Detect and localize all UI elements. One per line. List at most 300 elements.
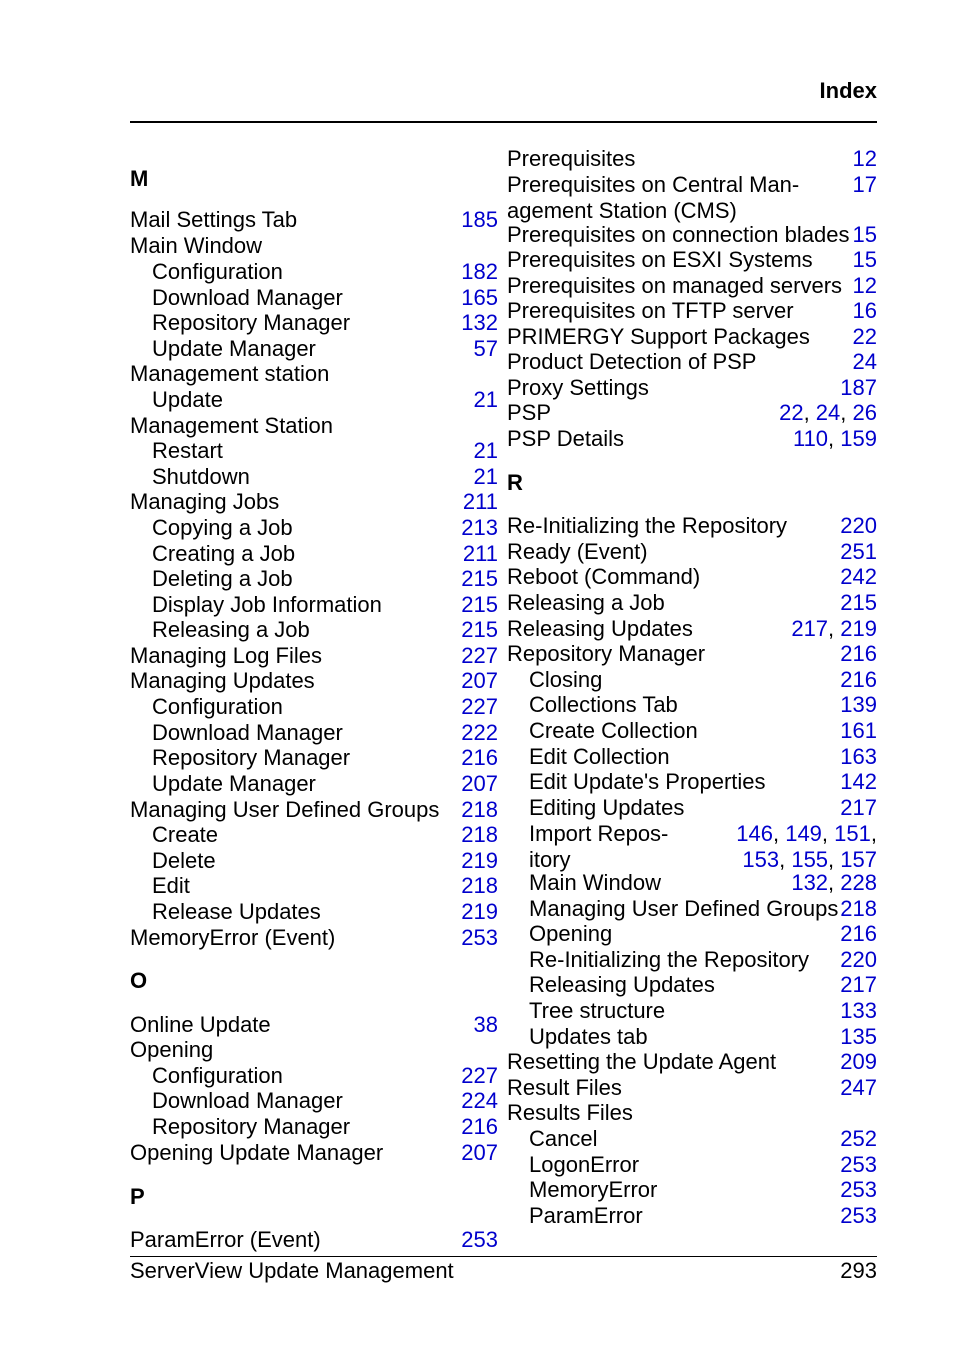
page-references bbox=[853, 324, 877, 350]
page-references bbox=[840, 590, 877, 616]
page-link[interactable]: 185 bbox=[461, 207, 498, 232]
page-references bbox=[840, 896, 877, 922]
index-term: Managing User Defined Groups bbox=[529, 896, 839, 921]
index-term: Ready (Event) bbox=[507, 539, 648, 564]
running-header: Index bbox=[819, 78, 877, 103]
page-references bbox=[840, 769, 877, 795]
index-term: Collections Tab bbox=[529, 692, 678, 717]
page-references bbox=[461, 207, 498, 233]
page-link[interactable]: 219 bbox=[461, 848, 498, 873]
index-term: PSP Details bbox=[507, 426, 624, 451]
page-link[interactable]: 17 bbox=[852, 172, 877, 197]
page-link[interactable]: 216 bbox=[840, 641, 877, 666]
page-references bbox=[461, 285, 498, 311]
page-references bbox=[840, 513, 877, 539]
page-references bbox=[461, 771, 498, 797]
page-references bbox=[840, 998, 877, 1024]
page-link[interactable]: 24 bbox=[852, 349, 877, 374]
page-references bbox=[461, 617, 498, 643]
index-subentry bbox=[130, 848, 498, 874]
page-link[interactable]: 215 bbox=[461, 592, 498, 617]
index-term: Closing bbox=[529, 667, 603, 692]
page-link[interactable]: 227 bbox=[461, 643, 498, 668]
index-entry bbox=[507, 426, 877, 452]
index-term: Tree structure bbox=[529, 998, 666, 1023]
index-term: Reboot (Command) bbox=[507, 564, 701, 589]
page-references bbox=[461, 259, 498, 285]
page-link[interactable]: 207 bbox=[461, 668, 498, 693]
page-references bbox=[853, 273, 877, 299]
index-subentry bbox=[130, 464, 498, 490]
index-entry bbox=[130, 1037, 498, 1063]
page-link[interactable]: 12 bbox=[852, 146, 877, 171]
page-references bbox=[461, 873, 498, 899]
page-link[interactable]: 211 bbox=[462, 489, 498, 514]
page-references bbox=[461, 1063, 498, 1089]
index-entry bbox=[507, 641, 877, 667]
page-link[interactable]: 209 bbox=[840, 1049, 877, 1074]
page-references bbox=[840, 1049, 877, 1075]
index-letter-heading: R bbox=[507, 470, 523, 495]
page-link[interactable]: 216 bbox=[840, 667, 877, 692]
index-entry bbox=[507, 1049, 877, 1075]
index-term: Result Files bbox=[507, 1075, 622, 1100]
index-term: Restart bbox=[152, 438, 223, 463]
index-term: Create Collection bbox=[529, 718, 698, 743]
index-term: ParamError bbox=[529, 1203, 643, 1228]
page-link[interactable]: 211 bbox=[462, 541, 498, 566]
page-link[interactable]: 157 bbox=[840, 846, 877, 872]
index-letter-heading: P bbox=[130, 1184, 145, 1209]
page-references bbox=[793, 426, 877, 452]
page-separator: , bbox=[772, 821, 786, 846]
index-term: Shutdown bbox=[152, 464, 250, 489]
index-term: Edit Collection bbox=[529, 744, 670, 769]
page-references bbox=[840, 539, 877, 565]
index-term: ParamError (Event) bbox=[130, 1227, 321, 1252]
index-subentry bbox=[130, 438, 498, 464]
index-subentry bbox=[507, 744, 877, 770]
index-letter-heading: M bbox=[130, 166, 149, 191]
page-references bbox=[463, 489, 498, 515]
page-references bbox=[461, 566, 498, 592]
page-link[interactable]: 220 bbox=[840, 947, 877, 972]
page-references bbox=[461, 310, 498, 336]
page-link[interactable]: 24 bbox=[815, 400, 841, 425]
index-subentry bbox=[507, 718, 877, 744]
page-link[interactable]: 21 bbox=[473, 438, 498, 463]
index-subentry bbox=[130, 771, 498, 797]
index-entry bbox=[130, 925, 498, 951]
page-link[interactable]: 213 bbox=[461, 515, 498, 540]
page-link[interactable]: 218 bbox=[461, 873, 498, 898]
index-term: Editing Updates bbox=[529, 795, 685, 820]
page-separator: , bbox=[828, 616, 841, 641]
index-term: Management station bbox=[130, 361, 330, 386]
index-term: Repository Manager bbox=[152, 1114, 351, 1139]
page-references bbox=[474, 438, 498, 464]
page-link[interactable]: 155 bbox=[791, 846, 829, 872]
index-subentry bbox=[507, 795, 877, 821]
page-references bbox=[474, 387, 498, 413]
page-link[interactable]: 215 bbox=[840, 590, 877, 615]
page-link[interactable]: 228 bbox=[840, 870, 877, 895]
page-references bbox=[474, 336, 498, 362]
page-link[interactable]: 139 bbox=[840, 692, 877, 717]
page-link[interactable]: 149 bbox=[785, 821, 822, 846]
index-term: PSP bbox=[507, 400, 552, 425]
index-term: Online Update bbox=[130, 1012, 271, 1037]
index-term: Prerequisites on TFTP server bbox=[507, 298, 794, 323]
page-link[interactable]: 222 bbox=[461, 720, 498, 745]
index-term: MemoryError bbox=[529, 1177, 658, 1202]
page-link[interactable]: 21 bbox=[473, 464, 498, 489]
index-entry bbox=[130, 413, 498, 439]
index-entry bbox=[130, 489, 498, 515]
index-subentry bbox=[507, 769, 877, 795]
page-separator: , bbox=[803, 400, 816, 425]
index-term: Prerequisites on ESXI Systems bbox=[507, 247, 813, 272]
index-term: Download Manager bbox=[152, 720, 343, 745]
page-references bbox=[840, 718, 877, 744]
page-references bbox=[840, 947, 877, 973]
page-references bbox=[840, 972, 877, 998]
page-references bbox=[461, 1227, 498, 1253]
index-entry bbox=[130, 233, 498, 259]
index-entry bbox=[130, 797, 498, 823]
page-link[interactable]: 142 bbox=[840, 769, 877, 794]
index-term: Prerequisites on Central Man- agement Station (CMS) bbox=[507, 172, 800, 223]
index-entry bbox=[130, 668, 498, 694]
index-entry bbox=[507, 298, 877, 324]
index-term: Repository Manager bbox=[507, 641, 706, 666]
page-link[interactable]: 132 bbox=[461, 310, 498, 335]
index-term: Create bbox=[152, 822, 219, 847]
index-term: Copying a Job bbox=[152, 515, 293, 540]
page-link[interactable]: 153 bbox=[742, 846, 780, 872]
index-term: Opening bbox=[529, 921, 613, 946]
page-link[interactable]: 161 bbox=[840, 718, 877, 743]
page-link[interactable]: 207 bbox=[461, 1140, 498, 1165]
index-subentry bbox=[130, 822, 498, 848]
page-references bbox=[463, 541, 498, 567]
page-link[interactable]: 165 bbox=[461, 285, 498, 310]
index-term: PRIMERGY Support Packages bbox=[507, 324, 810, 349]
header-rule bbox=[130, 121, 877, 123]
index-term: Resetting the Update Agent bbox=[507, 1049, 777, 1074]
index-entry bbox=[507, 146, 877, 172]
index-term: Display Job Information bbox=[152, 592, 382, 617]
page-link[interactable]: 227 bbox=[461, 694, 498, 719]
page-link[interactable]: 21 bbox=[473, 387, 498, 412]
index-entry bbox=[507, 1100, 877, 1126]
page-references bbox=[840, 375, 877, 401]
index-term: Product Detection of PSP bbox=[507, 349, 757, 374]
page-separator: , bbox=[828, 846, 841, 872]
page-references bbox=[840, 641, 877, 667]
page-link[interactable]: 57 bbox=[473, 336, 498, 361]
index-subentry bbox=[130, 259, 498, 285]
page-separator: , bbox=[828, 870, 841, 895]
index-letter-heading: O bbox=[130, 968, 148, 993]
page-link[interactable]: 220 bbox=[840, 513, 877, 538]
index-term: Managing Log Files bbox=[130, 643, 323, 668]
page-link[interactable]: 253 bbox=[840, 1203, 877, 1228]
index-subentry bbox=[130, 541, 498, 567]
footer-page-number: 293 bbox=[840, 1258, 877, 1283]
index-subentry bbox=[130, 617, 498, 643]
page-references bbox=[853, 146, 877, 172]
page-link[interactable]: 12 bbox=[852, 273, 877, 298]
page-references bbox=[461, 643, 498, 669]
index-subentry bbox=[507, 870, 877, 896]
index-term: Mail Settings Tab bbox=[130, 207, 298, 232]
index-term: Cancel bbox=[529, 1126, 598, 1151]
index-term: Releasing a Job bbox=[152, 617, 310, 642]
index-term: Prerequisites bbox=[507, 146, 636, 171]
index-entry bbox=[507, 616, 877, 642]
index-term: Managing Jobs bbox=[130, 489, 280, 514]
index-entry bbox=[507, 273, 877, 299]
index-subentry bbox=[130, 694, 498, 720]
index-subentry bbox=[130, 285, 498, 311]
page-references bbox=[461, 668, 498, 694]
page-references bbox=[853, 349, 877, 375]
index-term: Main Window bbox=[130, 233, 263, 258]
page-link[interactable]: 151 bbox=[834, 821, 871, 846]
page-link[interactable]: 242 bbox=[840, 564, 877, 589]
index-term: Re-Initializing the Repository bbox=[507, 513, 788, 538]
page-link[interactable]: 216 bbox=[461, 745, 498, 770]
page-link[interactable]: 110 bbox=[792, 426, 829, 451]
index-term: Managing Updates bbox=[130, 668, 315, 693]
index-term: Managing User Defined Groups bbox=[130, 797, 440, 822]
page-link[interactable]: 219 bbox=[840, 616, 877, 641]
index-subentry bbox=[507, 1126, 877, 1152]
index-term: Configuration bbox=[152, 694, 283, 719]
index-entry bbox=[507, 539, 877, 565]
page-references bbox=[474, 464, 498, 490]
index-subentry bbox=[507, 1203, 877, 1229]
index-subentry bbox=[130, 1063, 498, 1089]
index-entry bbox=[130, 643, 498, 669]
index-entry bbox=[130, 361, 498, 387]
page-references bbox=[461, 822, 498, 848]
page-link[interactable]: 227 bbox=[461, 1063, 498, 1088]
page-references bbox=[461, 515, 498, 541]
index-subentry bbox=[130, 310, 498, 336]
index-term: Releasing Updates bbox=[529, 972, 715, 997]
index-entry bbox=[507, 247, 877, 273]
page-references bbox=[736, 821, 877, 872]
index-entry bbox=[507, 400, 877, 426]
page-references bbox=[840, 921, 877, 947]
page-references bbox=[840, 1075, 877, 1101]
page-link[interactable]: 218 bbox=[840, 896, 877, 921]
index-term: Import Repos- itory bbox=[529, 821, 669, 872]
index-entry bbox=[130, 1140, 498, 1166]
index-subentry bbox=[130, 899, 498, 925]
page-link[interactable]: 217 bbox=[840, 972, 877, 997]
page-separator: , bbox=[821, 821, 835, 846]
page-references bbox=[461, 1140, 498, 1166]
page-references bbox=[840, 667, 877, 693]
page-link[interactable]: 217 bbox=[840, 795, 877, 820]
page-link[interactable]: 207 bbox=[461, 771, 498, 796]
page-references bbox=[791, 616, 877, 642]
page-references bbox=[840, 1024, 877, 1050]
index-entry bbox=[507, 375, 877, 401]
page-references bbox=[840, 564, 877, 590]
index-term: Proxy Settings bbox=[507, 375, 649, 400]
index-subentry bbox=[507, 947, 877, 973]
page-references bbox=[840, 795, 877, 821]
page-references bbox=[461, 720, 498, 746]
page-link[interactable]: 251 bbox=[840, 539, 877, 564]
index-entry bbox=[507, 172, 877, 223]
index-entry bbox=[507, 349, 877, 375]
page-link[interactable]: 135 bbox=[840, 1024, 877, 1049]
page-references bbox=[791, 870, 877, 896]
index-subentry bbox=[130, 592, 498, 618]
page-references bbox=[840, 1203, 877, 1229]
page-link[interactable]: 22 bbox=[852, 324, 877, 349]
index-subentry bbox=[507, 821, 877, 872]
page-link[interactable]: 15 bbox=[852, 222, 877, 247]
index-subentry bbox=[507, 972, 877, 998]
page-link[interactable]: 133 bbox=[840, 998, 877, 1023]
index-subentry bbox=[130, 515, 498, 541]
page-link[interactable]: 15 bbox=[852, 247, 877, 272]
page-references bbox=[461, 848, 498, 874]
index-entry bbox=[507, 590, 877, 616]
page-link[interactable]: 217 bbox=[791, 616, 829, 641]
page-references bbox=[461, 1088, 498, 1114]
index-entry bbox=[507, 222, 877, 248]
index-subentry bbox=[130, 336, 498, 362]
page-references bbox=[840, 1177, 877, 1203]
page-link[interactable]: 182 bbox=[461, 259, 498, 284]
index-term: Repository Manager bbox=[152, 310, 351, 335]
index-term: Releasing Updates bbox=[507, 616, 693, 641]
index-subentry bbox=[130, 873, 498, 899]
page-references bbox=[461, 694, 498, 720]
index-term: Update bbox=[152, 387, 223, 412]
page-references bbox=[461, 797, 498, 823]
index-entry bbox=[507, 513, 877, 539]
page-link[interactable]: 132 bbox=[791, 870, 829, 895]
page-link[interactable]: 218 bbox=[461, 822, 498, 847]
page-references bbox=[474, 1012, 498, 1038]
index-subentry bbox=[507, 896, 877, 922]
index-entry bbox=[507, 324, 877, 350]
page-link[interactable]: 215 bbox=[461, 566, 498, 591]
page-link[interactable]: 22 bbox=[779, 400, 804, 425]
index-term: Configuration bbox=[152, 259, 283, 284]
page-link[interactable]: 146 bbox=[736, 821, 773, 846]
page-link[interactable]: 252 bbox=[840, 1126, 877, 1151]
index-subentry bbox=[130, 387, 498, 413]
page-references bbox=[840, 692, 877, 718]
index-term: Opening Update Manager bbox=[130, 1140, 384, 1165]
page-link[interactable]: 163 bbox=[840, 744, 877, 769]
index-term: Download Manager bbox=[152, 285, 343, 310]
index-term: Delete bbox=[152, 848, 216, 873]
index-term: Results Files bbox=[507, 1100, 633, 1125]
index-subentry bbox=[507, 692, 877, 718]
index-entry bbox=[130, 207, 498, 233]
index-term: Prerequisites on managed servers bbox=[507, 273, 843, 298]
page-separator: , bbox=[779, 846, 792, 872]
index-term: Opening bbox=[130, 1037, 214, 1062]
footer-book-title: ServerView Update Management bbox=[130, 1258, 454, 1283]
page-link[interactable]: 247 bbox=[840, 1075, 877, 1100]
index-term: MemoryError (Event) bbox=[130, 925, 336, 950]
index-term: Creating a Job bbox=[152, 541, 296, 566]
page-link[interactable]: 253 bbox=[840, 1152, 877, 1177]
index-subentry bbox=[130, 1088, 498, 1114]
index-term: Update Manager bbox=[152, 336, 316, 361]
page-link[interactable]: 219 bbox=[461, 899, 498, 924]
footer-rule bbox=[130, 1256, 877, 1257]
index-term: Updates tab bbox=[529, 1024, 648, 1049]
page-references bbox=[840, 744, 877, 770]
page-link[interactable]: 38 bbox=[473, 1012, 498, 1037]
page-link[interactable]: 253 bbox=[461, 925, 498, 950]
page-references bbox=[461, 592, 498, 618]
page-separator: , bbox=[840, 400, 853, 425]
page-references bbox=[853, 298, 877, 324]
page-link[interactable]: 216 bbox=[840, 921, 877, 946]
page-link[interactable]: 26 bbox=[852, 400, 877, 425]
index-entry bbox=[507, 564, 877, 590]
index-entry bbox=[130, 1227, 498, 1253]
index-subentry bbox=[130, 720, 498, 746]
page-link[interactable]: 16 bbox=[852, 298, 877, 323]
page-link[interactable]: 187 bbox=[840, 375, 877, 400]
page-link[interactable]: 215 bbox=[461, 617, 498, 642]
index-term: Update Manager bbox=[152, 771, 316, 796]
index-subentry bbox=[507, 667, 877, 693]
index-subentry bbox=[507, 1177, 877, 1203]
index-subentry bbox=[130, 566, 498, 592]
index-term: LogonError bbox=[529, 1152, 640, 1177]
page-link[interactable]: 253 bbox=[840, 1177, 877, 1202]
page-references bbox=[853, 247, 877, 273]
index-term: Edit Update's Properties bbox=[529, 769, 766, 794]
index-subentry bbox=[130, 1114, 498, 1140]
page-link[interactable]: 159 bbox=[840, 426, 877, 451]
index-term: Prerequisites on connection blades bbox=[507, 222, 850, 247]
page-references bbox=[461, 899, 498, 925]
page-link[interactable]: 216 bbox=[461, 1114, 498, 1139]
page-references bbox=[853, 222, 877, 248]
page-link[interactable]: 253 bbox=[461, 1227, 498, 1252]
index-term: Configuration bbox=[152, 1063, 283, 1088]
page-references bbox=[840, 1126, 877, 1152]
index-term: Releasing a Job bbox=[507, 590, 665, 615]
page-link[interactable]: 218 bbox=[461, 797, 498, 822]
page-references bbox=[461, 745, 498, 771]
index-entry bbox=[507, 1075, 877, 1101]
page-references bbox=[461, 1114, 498, 1140]
index-term: Re-Initializing the Repository bbox=[529, 947, 810, 972]
index-subentry bbox=[507, 1024, 877, 1050]
page-link[interactable]: 224 bbox=[461, 1088, 498, 1113]
index-term: Repository Manager bbox=[152, 745, 351, 770]
index-term: Edit bbox=[152, 873, 190, 898]
page-separator: , bbox=[828, 426, 841, 451]
